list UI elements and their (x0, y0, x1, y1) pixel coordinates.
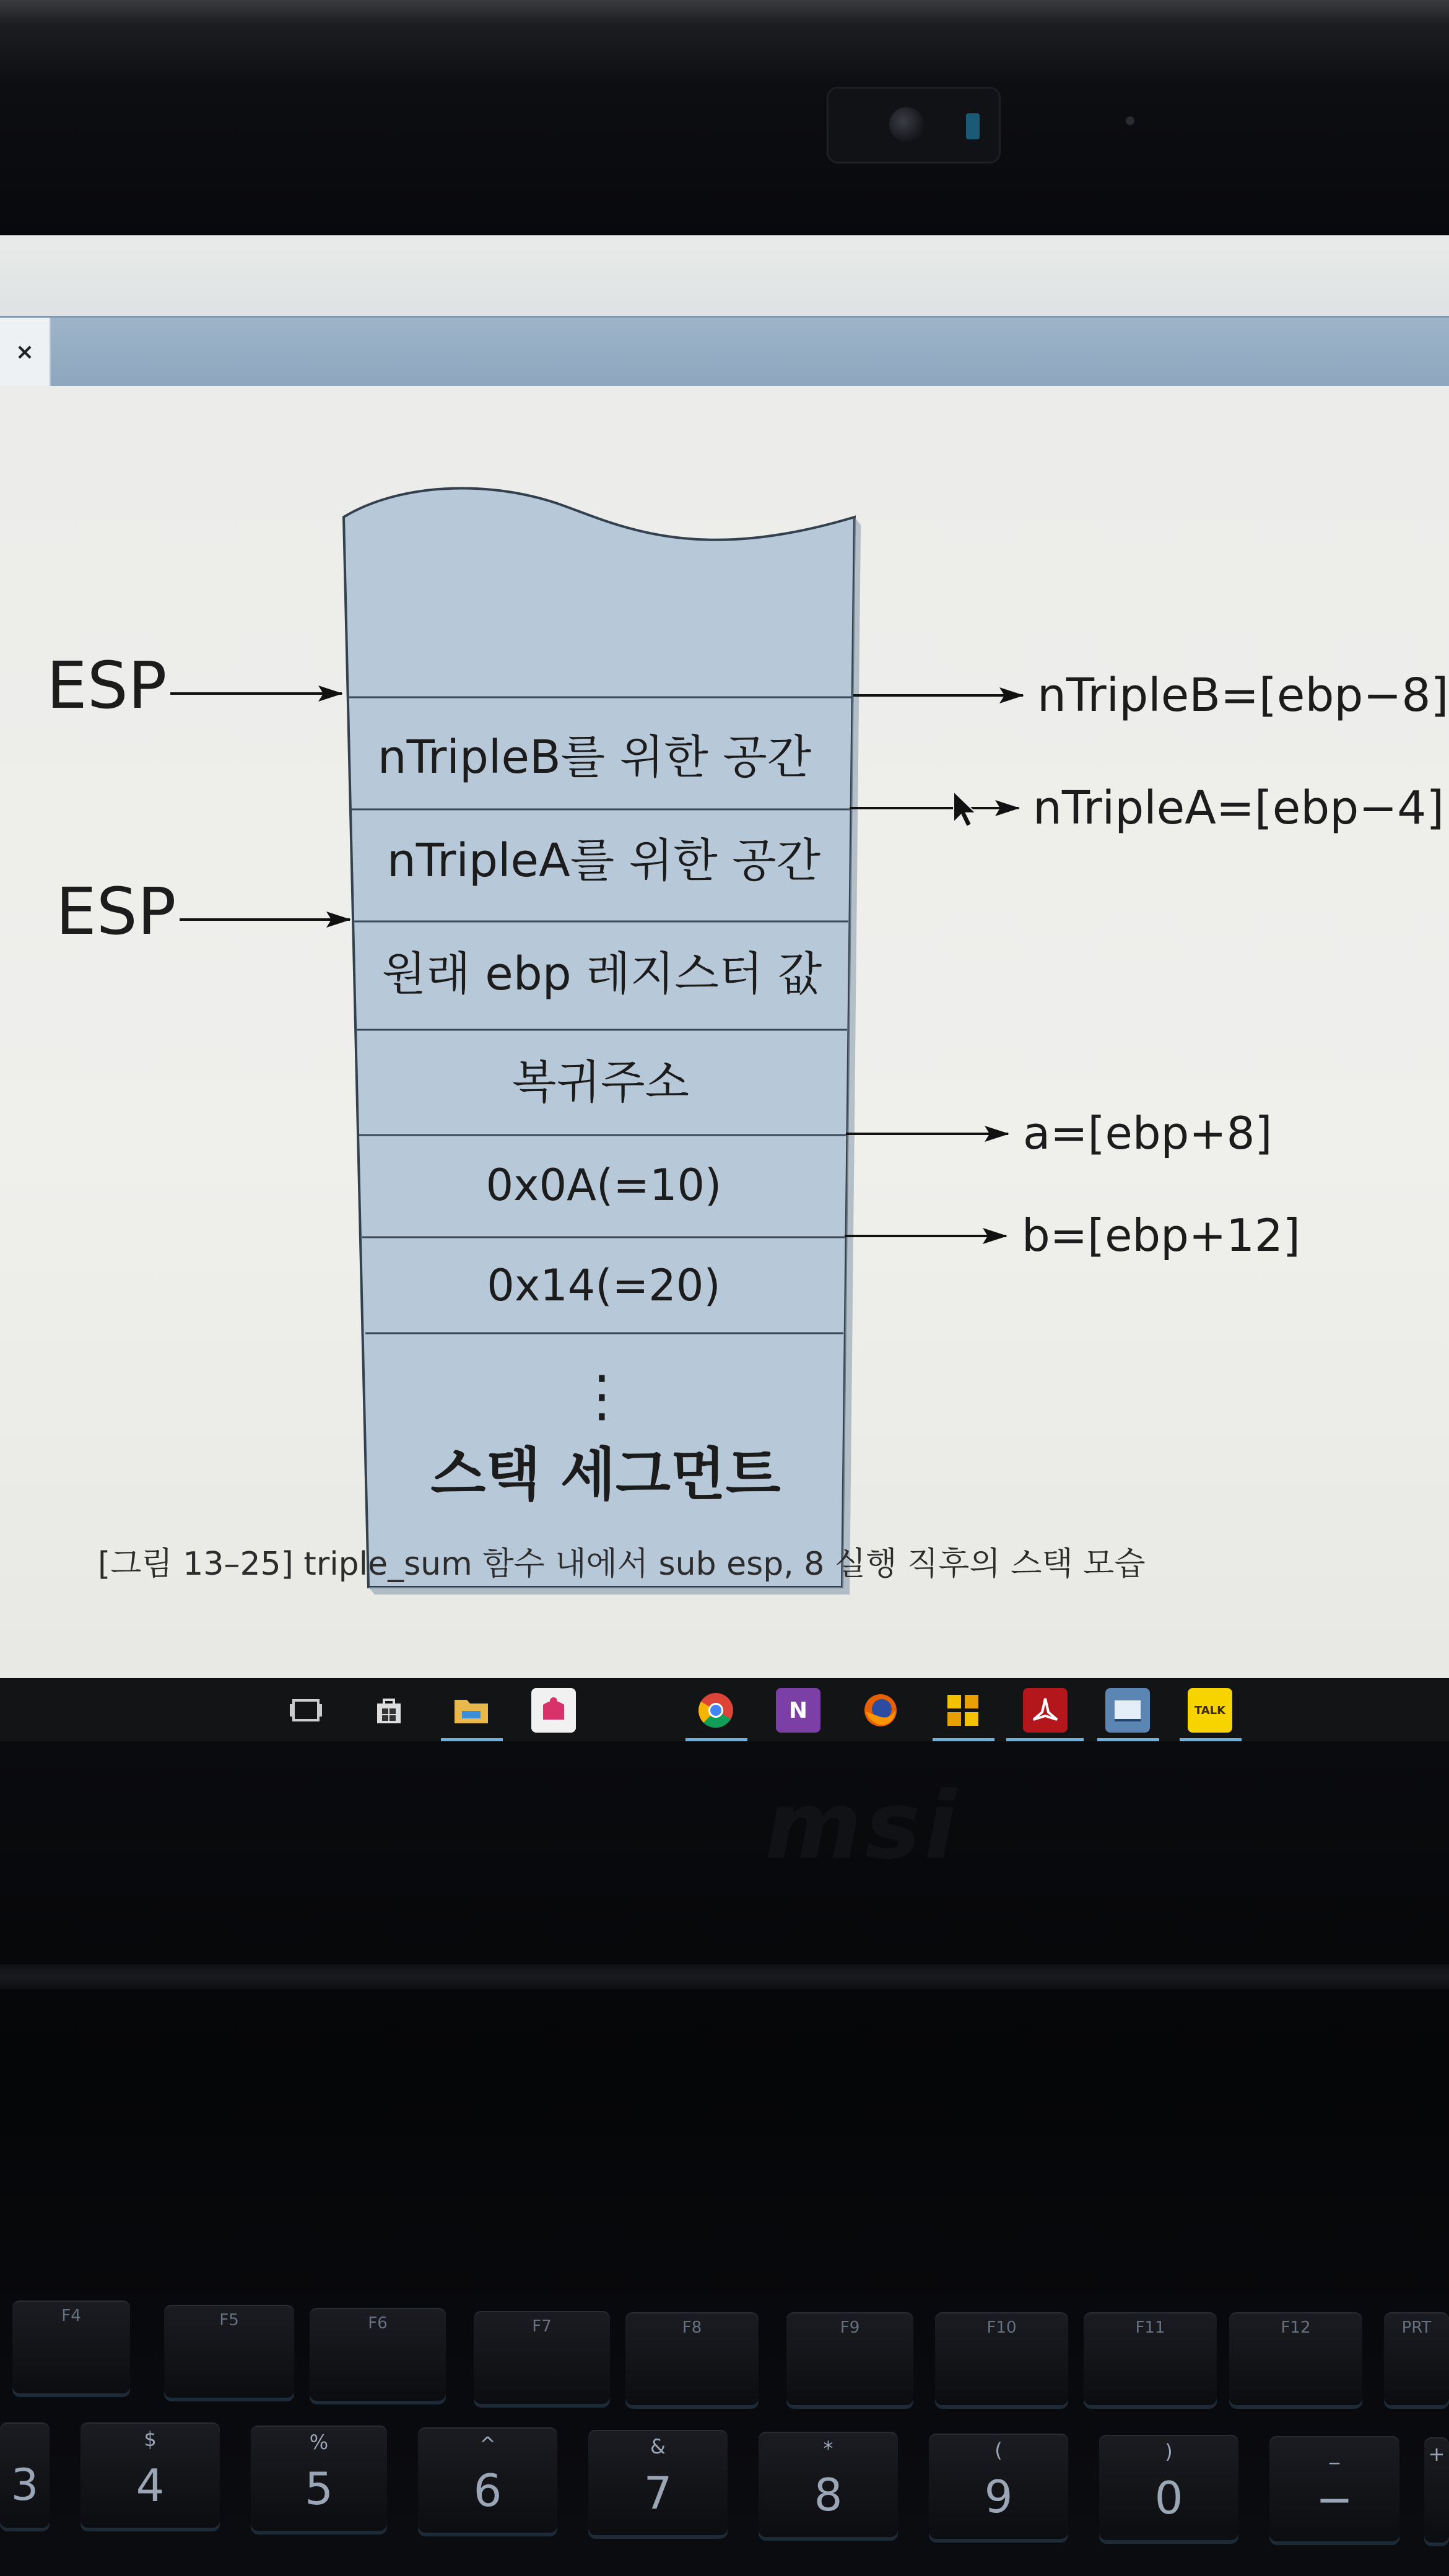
kakaotalk-label: TALK (1194, 1704, 1226, 1717)
figure-caption: [그림 13–25] triple_sum 함수 내에서 sub esp, 8 실행 직후의 스택 모습 (98, 1546, 1146, 1583)
key-6[interactable]: ^ 6 (418, 2427, 557, 2533)
key-f12[interactable]: F12 (1229, 2312, 1362, 2405)
cell-ntripleb-space: nTripleB를 위한 공간 (377, 731, 812, 784)
file-explorer-icon[interactable] (449, 1688, 494, 1733)
key-4[interactable]: $ 4 (80, 2422, 220, 2528)
key-prtsc[interactable]: PRT (1384, 2312, 1449, 2405)
close-button[interactable] (0, 318, 51, 386)
webcam (827, 87, 1001, 163)
laptop-hinge (0, 1964, 1449, 1989)
webcam-led (966, 113, 980, 139)
cell-ntriplea-space: nTripleA를 위한 공간 (386, 834, 821, 887)
viewer-tab-bar (0, 316, 1449, 386)
webcam-lens (889, 107, 924, 142)
key-7[interactable]: & 7 (588, 2430, 728, 2535)
reader-app-icon[interactable] (531, 1688, 576, 1733)
brand-logo: msi (765, 1772, 960, 1880)
laptop-keyboard-deck (0, 1741, 1449, 2576)
mouse-cursor-icon (954, 791, 976, 827)
arg-a-label: a=[ebp+8] (1023, 1107, 1273, 1159)
viewer-toolbar (0, 235, 1449, 316)
key-5[interactable]: % 5 (251, 2426, 387, 2531)
esp-label-top: ESP (46, 648, 167, 723)
key-3[interactable]: 3 (0, 2422, 50, 2528)
task-view-icon[interactable] (284, 1688, 328, 1733)
firefox-icon[interactable] (858, 1688, 903, 1733)
cell-value-0x0a: 0x0A(=10) (485, 1160, 722, 1211)
segment-label: 스택 세그먼트 (430, 1442, 781, 1508)
key-9[interactable]: ( 9 (929, 2434, 1068, 2539)
key-plus[interactable]: + (1424, 2437, 1449, 2543)
key-f11[interactable]: F11 (1084, 2312, 1217, 2405)
cell-old-ebp: 원래 ebp 레지스터 값 (381, 947, 822, 1001)
store-icon[interactable] (367, 1688, 411, 1733)
close-icon: × (15, 339, 35, 365)
arg-b-label: b=[ebp+12] (1022, 1209, 1300, 1261)
laptop-screen (0, 235, 1449, 1678)
puzzle-app-icon[interactable] (941, 1688, 985, 1733)
kakaotalk-icon[interactable] (1188, 1688, 1232, 1733)
key-f4[interactable]: F4 (12, 2300, 130, 2393)
chrome-icon[interactable] (694, 1688, 738, 1733)
key-f9[interactable]: F9 (786, 2312, 913, 2405)
key-f7[interactable]: F7 (474, 2311, 610, 2404)
key-f10[interactable]: F10 (935, 2312, 1068, 2405)
onenote-icon[interactable]: N (776, 1688, 820, 1733)
ntripleb-label: nTripleB=[ebp−8] (1037, 669, 1449, 722)
ntriplea-label: nTripleA=[ebp−4] (1033, 781, 1445, 835)
key-minus[interactable]: _ − (1269, 2436, 1399, 2541)
light-sensor (1126, 116, 1134, 125)
acrobat-icon[interactable] (1023, 1688, 1068, 1733)
key-0[interactable]: ) 0 (1099, 2435, 1238, 2540)
cell-value-0x14: 0x14(=20) (487, 1260, 721, 1311)
key-f8[interactable]: F8 (625, 2312, 759, 2405)
key-8[interactable]: * 8 (759, 2432, 898, 2537)
cell-ellipsis: ⋮ (574, 1364, 630, 1429)
laptop-bezel (0, 0, 1449, 235)
key-f6[interactable]: F6 (310, 2308, 446, 2401)
key-f5[interactable]: F5 (164, 2305, 294, 2398)
ebook-viewer-icon[interactable] (1105, 1688, 1150, 1733)
document-page (0, 386, 1449, 1678)
esp-label-bottom: ESP (56, 874, 176, 949)
stack-diagram (0, 386, 1449, 1678)
taskbar (0, 1679, 1449, 1741)
cell-return-address: 복귀주소 (512, 1056, 689, 1109)
